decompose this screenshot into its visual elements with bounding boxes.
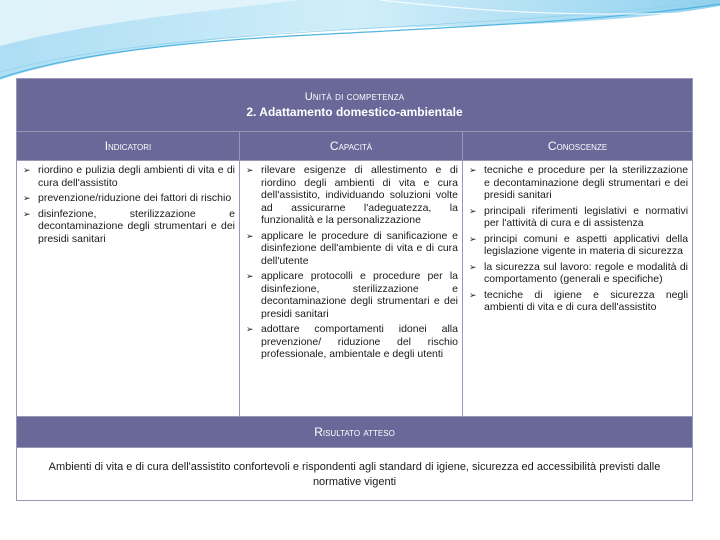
result-row: [17, 448, 693, 501]
competency-subtitle: 2. Adattamento domestico-ambientale: [246, 105, 463, 119]
conoscenze-cell: [463, 161, 693, 417]
list-item: ➢ principi comuni e aspetti applicativi della legislazione vigente in materia di sicurezza: [469, 232, 689, 257]
column-header-indicatori: Indicatori: [17, 132, 240, 161]
list-item: ➢ tecniche di igiene e sicurezza negli ambienti di vita e di cura dell'assistito: [469, 288, 689, 313]
arrow-bullet-icon: ➢: [469, 205, 477, 216]
result-header-row: [17, 417, 693, 448]
column-header-row: [17, 132, 693, 161]
list-item: ➢ disinfezione, sterilizzazione e decontaminazione degli strumentari e dei presidi sanitari: [23, 207, 235, 245]
arrow-bullet-icon: ➢: [469, 261, 477, 272]
list-item: ➢ principali riferimenti legislativi e normativi per l'attività di cura e di assistenza: [469, 204, 689, 229]
list-item: ➢ la sicurezza sul lavoro: regole e modalità di comportamento (generali e specifiche): [469, 260, 689, 285]
arrow-bullet-icon: ➢: [469, 165, 477, 175]
list-item: ➢ rilevare esigenze di allestimento e di riordino degli ambienti di vita e cura dell'assistito, individuando soluzioni volte ad assicurarne l'adeguatezza, la funzionalità e la personalizzazione: [246, 164, 458, 226]
indicatori-cell: [17, 161, 240, 417]
column-header-capacita: Capacità: [240, 132, 463, 161]
competency-table: [16, 78, 693, 501]
arrow-bullet-icon: ➢: [246, 324, 254, 334]
conoscenze-list: [467, 164, 688, 314]
arrow-bullet-icon: ➢: [246, 230, 254, 241]
arrow-bullet-icon: ➢: [23, 193, 31, 203]
arrow-bullet-icon: ➢: [23, 208, 31, 219]
result-header: Risultato atteso: [17, 417, 693, 448]
capacita-list: [244, 164, 458, 361]
competency-title: Unità di competenza: [304, 91, 405, 103]
list-item: ➢ riordino e pulizia degli ambienti di vita e di cura dell'assistito: [23, 164, 235, 189]
list-item: ➢ applicare protocolli e procedure per la disinfezione, sterilizzazione e decontaminazione degli strumentari e dei presidi sanitari: [246, 270, 458, 320]
list-item: ➢ adottare comportamenti idonei alla prevenzione/ riduzione del rischio professionale, ambientale e degli utenti: [246, 323, 458, 360]
content-row: [17, 161, 693, 417]
competency-header: [17, 79, 693, 132]
list-item: ➢ applicare le procedure di sanificazione e disinfezione dell'ambiente di vita e di cura dell'utente: [246, 229, 458, 267]
competency-header-row: [17, 79, 693, 132]
arrow-bullet-icon: ➢: [469, 289, 477, 300]
list-item: ➢ prevenzione/riduzione dei fattori di rischio: [23, 192, 232, 204]
column-header-conoscenze: Conoscenze: [463, 132, 693, 161]
arrow-bullet-icon: ➢: [246, 165, 254, 175]
arrow-bullet-icon: ➢: [469, 233, 477, 244]
list-item: ➢ tecniche e procedure per la sterilizzazione e decontaminazione degli strumentari e dei presidi sanitari: [469, 164, 689, 201]
result-text: Ambienti di vita e di cura dell'assistito confortevoli e rispondenti agli standard di igiene, sicurezza ed accessibilità previsti dalle normative vigenti: [17, 448, 693, 501]
decorative-swoosh: [0, 0, 720, 90]
indicatori-list: [21, 164, 235, 245]
arrow-bullet-icon: ➢: [246, 271, 254, 281]
arrow-bullet-icon: ➢: [23, 165, 31, 175]
capacita-cell: [240, 161, 463, 417]
